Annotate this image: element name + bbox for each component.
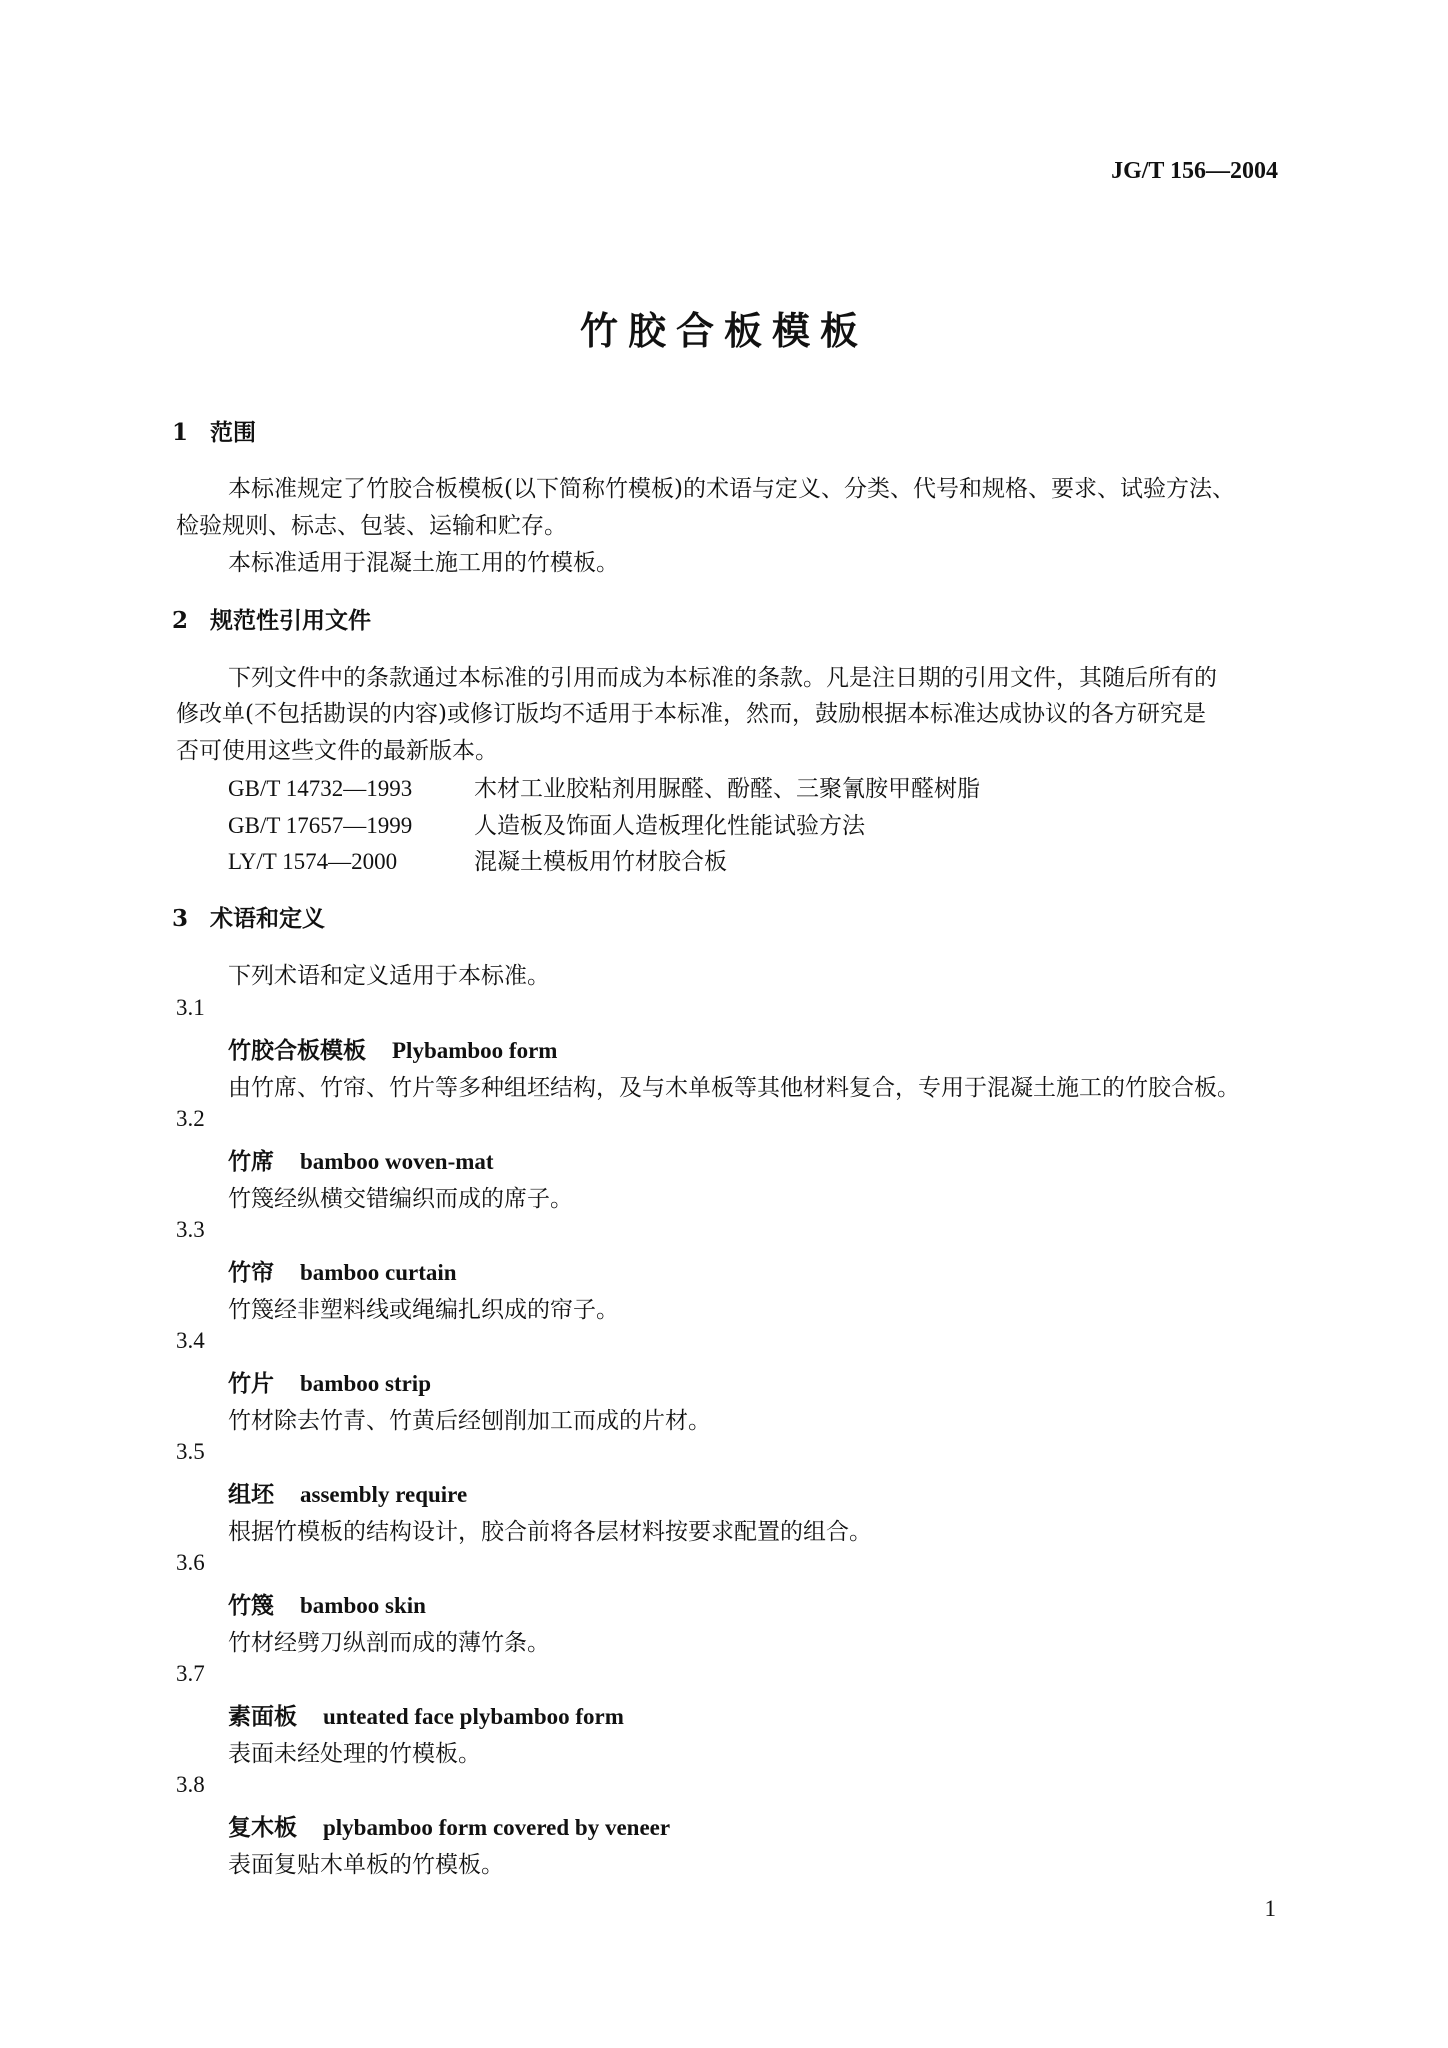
page-number: 1: [1264, 1896, 1276, 1921]
term-english: bamboo strip: [300, 1371, 431, 1396]
term-definition: 竹材除去竹青、竹黄后经刨削加工而成的片材。: [228, 1408, 711, 1434]
term-english: Plybamboo form: [392, 1038, 558, 1063]
term-english: bamboo woven-mat: [300, 1149, 494, 1174]
term-definition: 由竹席、竹帘、竹片等多种组坯结构，及与木单板等其他材料复合，专用于混凝土施工的竹胶合板。: [228, 1075, 1240, 1101]
term-chinese: 竹胶合板模板: [228, 1037, 366, 1064]
term-chinese: 组坯: [228, 1481, 274, 1508]
reference-code: GB/T 17657—1999: [228, 813, 413, 838]
term-number: 3.3: [176, 1217, 205, 1242]
section-number: 1: [172, 419, 189, 446]
section-number: 2: [172, 607, 189, 634]
term-definition: 竹篾经纵横交错编织而成的席子。: [228, 1186, 573, 1212]
term-number: 3.4: [176, 1328, 205, 1353]
term-english: plybamboo form covered by veneer: [323, 1815, 671, 1840]
term-heading: [228, 1143, 494, 1176]
term-chinese: 竹篾: [228, 1592, 274, 1619]
term-heading: [228, 1365, 431, 1398]
term-heading: [228, 1587, 426, 1620]
term-definition: 根据竹模板的结构设计，胶合前将各层材料按要求配置的组合。: [228, 1519, 872, 1545]
section-3-heading: [172, 900, 325, 933]
term-chinese: 竹帘: [228, 1259, 274, 1286]
document-title: 竹胶合板模板: [579, 308, 868, 353]
section-title: 范围: [210, 419, 256, 446]
section-title: 术语和定义: [210, 905, 325, 932]
reference-title: 人造板及饰面人造板理化性能试验方法: [474, 813, 865, 839]
section-number: 3: [172, 905, 189, 932]
term-chinese: 复木板: [228, 1814, 297, 1841]
reference-title: 木材工业胶粘剂用脲醛、酚醛、三聚氰胺甲醛树脂: [474, 776, 980, 802]
term-heading: [228, 1698, 624, 1731]
term-heading: [228, 1476, 467, 1509]
term-definition: 表面复贴木单板的竹模板。: [228, 1852, 504, 1878]
reference-code: LY/T 1574—2000: [228, 849, 398, 874]
standard-number: JG/T 156—2004: [1111, 158, 1278, 184]
term-number: 3.2: [176, 1106, 205, 1131]
paragraph-line: 本标准规定了竹胶合板模板(以下简称竹模板)的术语与定义、分类、代号和规格、要求、试验方法、: [228, 476, 1235, 502]
term-number: 3.8: [176, 1772, 205, 1797]
term-english: bamboo curtain: [300, 1260, 457, 1285]
term-english: unteated face plybamboo form: [323, 1704, 624, 1729]
term-english: assembly require: [300, 1482, 468, 1507]
term-number: 3.6: [176, 1550, 205, 1575]
term-english: bamboo skin: [300, 1593, 426, 1618]
paragraph-line: 否可使用这些文件的最新版本。: [176, 738, 498, 764]
term-heading: [228, 1809, 670, 1842]
term-chinese: 竹片: [228, 1370, 274, 1397]
term-definition: 竹材经劈刀纵剖而成的薄竹条。: [228, 1630, 550, 1656]
term-number: 3.1: [176, 995, 205, 1020]
section-title: 规范性引用文件: [210, 607, 371, 634]
reference-code: GB/T 14732—1993: [228, 776, 413, 801]
paragraph-line: 修改单(不包括勘误的内容)或修订版均不适用于本标准，然而，鼓励根据本标准达成协议的各方研究是: [176, 701, 1206, 727]
reference-item: [228, 843, 727, 876]
term-number: 3.5: [176, 1439, 205, 1464]
term-chinese: 素面板: [228, 1703, 297, 1730]
section-1-heading: [172, 414, 256, 447]
term-heading: [228, 1032, 557, 1065]
paragraph-line: 下列术语和定义适用于本标准。: [228, 963, 550, 989]
paragraph-line: 检验规则、标志、包装、运输和贮存。: [176, 513, 567, 539]
reference-title: 混凝土模板用竹材胶合板: [474, 849, 727, 875]
term-chinese: 竹席: [228, 1148, 274, 1175]
reference-item: [228, 770, 980, 803]
paragraph-line: 下列文件中的条款通过本标准的引用而成为本标准的条款。凡是注日期的引用文件，其随后所有的: [228, 665, 1217, 691]
paragraph-line: 本标准适用于混凝土施工用的竹模板。: [228, 550, 619, 576]
term-definition: 表面未经处理的竹模板。: [228, 1741, 481, 1767]
term-heading: [228, 1254, 457, 1287]
term-definition: 竹篾经非塑料线或绳编扎织成的帘子。: [228, 1297, 619, 1323]
term-number: 3.7: [176, 1661, 205, 1686]
section-2-heading: [172, 602, 371, 635]
reference-item: [228, 807, 865, 840]
